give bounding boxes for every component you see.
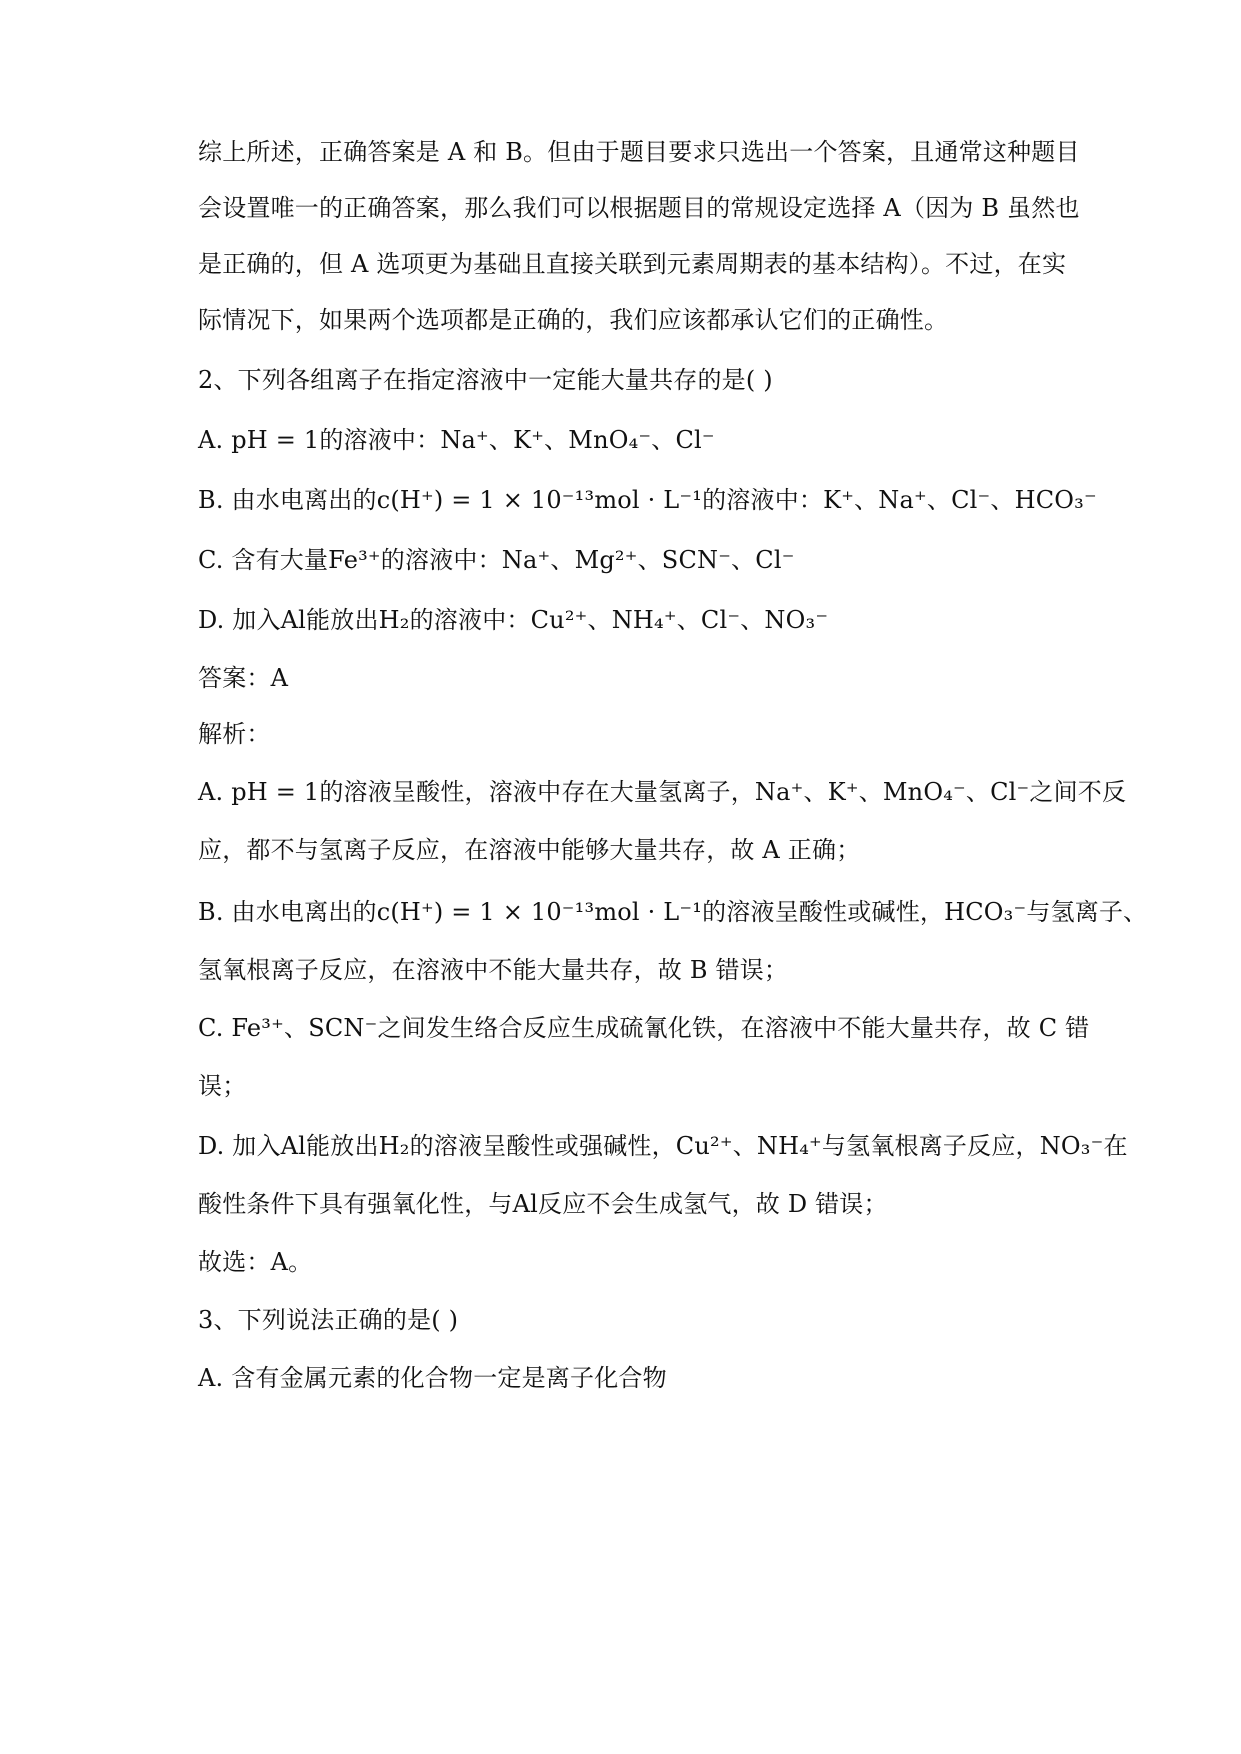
analysis-label: 解析： [198,720,271,748]
question-2-option-d: D. 加入Al能放出H₂的溶液中：Cu²⁺、NH₄⁺、Cl⁻、NO₃⁻ [198,606,829,634]
question-2-option-b: B. 由水电离出的c(H⁺) = 1 × 10⁻¹³mol · L⁻¹的溶液中：K⁺、Na⁺、Cl⁻、HCO₃⁻ [198,486,1097,514]
summary-line-2: 会设置唯一的正确答案，那么我们可以根据题目的常规设定选择 A（因为 B 虽然也 [198,194,1080,222]
explanation-c-line-2: 误； [198,1072,247,1100]
question-2-stem: 2、下列各组离子在指定溶液中一定能大量共存的是( ) [198,366,773,394]
explanation-c-line-1: C. Fe³⁺、SCN⁻之间发生络合反应生成硫氰化铁，在溶液中不能大量共存，故 C 错 [198,1014,1090,1042]
question-2-answer: 答案：A [198,664,289,692]
summary-line-4: 际情况下，如果两个选项都是正确的，我们应该都承认它们的正确性。 [198,306,949,334]
question-3-option-a: A. 含有金属元素的化合物一定是离子化合物 [198,1364,667,1392]
explanation-a-line-2: 应，都不与氢离子反应，在溶液中能够大量共存，故 A 正确； [198,836,861,864]
question-2-option-c: C. 含有大量Fe³⁺的溶液中：Na⁺、Mg²⁺、SCN⁻、Cl⁻ [198,546,795,574]
explanation-b-line-2: 氢氧根离子反应，在溶液中不能大量共存，故 B 错误； [198,956,789,984]
summary-line-3: 是正确的，但 A 选项更为基础且直接关联到元素周期表的基本结构）。不过，在实 [198,250,1067,278]
conclusion: 故选：A。 [198,1248,313,1276]
question-2-option-a: A. pH = 1的溶液中：Na⁺、K⁺、MnO₄⁻、Cl⁻ [198,426,715,454]
explanation-b-line-1: B. 由水电离出的c(H⁺) = 1 × 10⁻¹³mol · L⁻¹的溶液呈酸性或碱性，HCO₃⁻与氢离子、 [198,898,1148,926]
question-3-stem: 3、下列说法正确的是( ) [198,1306,459,1334]
explanation-d-line-2: 酸性条件下具有强氧化性，与Al反应不会生成氢气，故 D 错误； [198,1190,888,1218]
summary-line-1: 综上所述，正确答案是 A 和 B。但由于题目要求只选出一个答案，且通常这种题目 [198,138,1080,166]
explanation-a-line-1: A. pH = 1的溶液呈酸性，溶液中存在大量氢离子，Na⁺、K⁺、MnO₄⁻、Cl⁻之间不反 [198,778,1127,806]
explanation-d-line-1: D. 加入Al能放出H₂的溶液呈酸性或强碱性，Cu²⁺、NH₄⁺与氢氧根离子反应，NO₃⁻在 [198,1132,1128,1160]
